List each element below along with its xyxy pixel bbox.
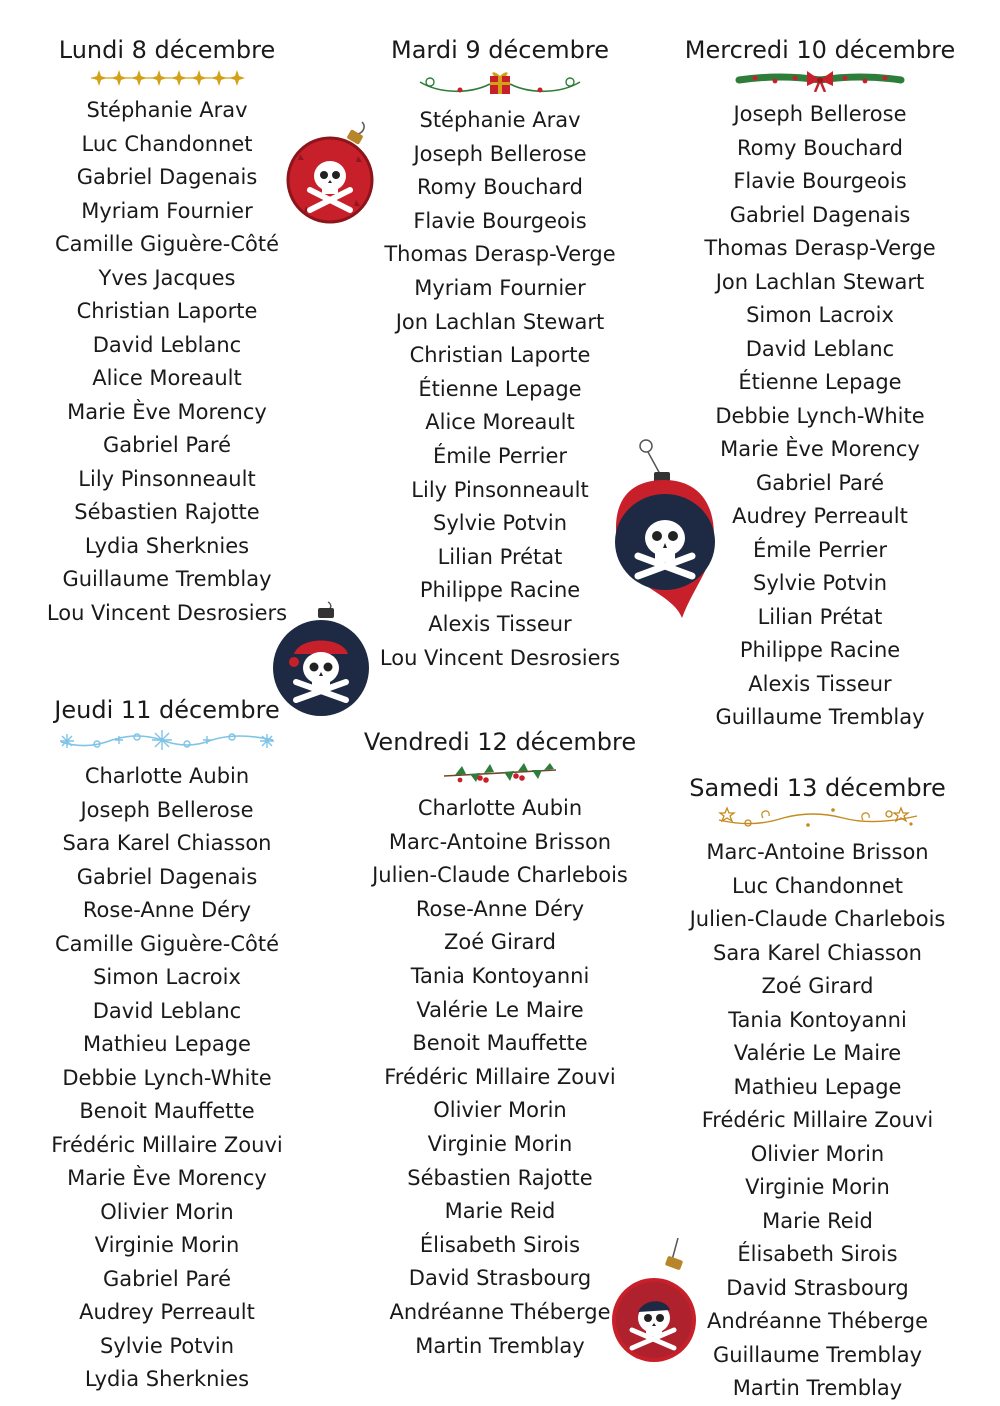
list-item: Stéphanie Arav	[86, 98, 248, 122]
list-item: Émile Perrier	[752, 537, 888, 562]
name-list	[680, 98, 960, 735]
list-item: Valérie Le Maire	[733, 1041, 902, 1065]
name-list	[360, 104, 640, 675]
list-item: Lilian Prétat	[757, 604, 883, 629]
list-item: Alice Moreault	[92, 366, 242, 390]
list-item: Rose-Anne Déry	[415, 896, 585, 921]
day-mardi	[360, 36, 640, 675]
list-item: Virginie Morin	[94, 1233, 240, 1257]
list-item: Joseph Bellerose	[80, 797, 254, 822]
list-item: Tania Kontoyanni	[728, 1007, 907, 1032]
pirate-ornament-icon	[286, 120, 378, 228]
list-item: Gabriel Dagenais	[76, 864, 258, 889]
list-item: Lydia Sherknies	[84, 533, 250, 558]
list-item: Martin Tremblay	[415, 1333, 585, 1358]
list-item: Sara Karel Chiasson	[62, 831, 272, 855]
day-title: Samedi 13 décembre	[689, 774, 946, 802]
holly-branch-icon	[440, 760, 560, 786]
list-item: Sylvie Potvin	[432, 511, 568, 536]
list-item: Lilian Prétat	[437, 544, 563, 569]
list-item: Guillaume Tremblay	[715, 705, 925, 729]
list-item: Virginie Morin	[427, 1131, 573, 1156]
list-item: David Strasbourg	[726, 1275, 909, 1300]
list-item: Christian Laporte	[409, 343, 591, 368]
day-title: Vendredi 12 décembre	[363, 728, 637, 756]
day-title: Mardi 9 décembre	[391, 36, 609, 64]
list-item: Julien-Claude Charlebois	[689, 907, 946, 931]
list-item: Julien-Claude Charlebois	[372, 863, 628, 888]
list-item: Simon Lacroix	[93, 965, 241, 989]
list-item: Thomas Derasp-Verge	[384, 242, 616, 267]
list-item: Émile Perrier	[432, 443, 568, 468]
list-item: Luc Chandonnet	[732, 873, 903, 898]
list-item: Zoé Girard	[443, 930, 557, 955]
list-item: Marie Ève Morency	[67, 399, 267, 424]
list-item: Gabriel Paré	[102, 1266, 232, 1291]
day-title: Jeudi 11 décembre	[54, 696, 280, 724]
name-list	[32, 760, 302, 1397]
list-item: Sébastien Rajotte	[74, 500, 260, 524]
list-item: Frédéric Millaire Zouvi	[701, 1108, 934, 1132]
list-item: Olivier Morin	[750, 1141, 885, 1166]
day-vendredi	[355, 728, 645, 1363]
list-item: Charlotte Aubin	[84, 764, 250, 788]
pirate-ornament-icon	[610, 1238, 698, 1368]
day-title: Lundi 8 décembre	[58, 36, 276, 64]
list-item: Marie Ève Morency	[67, 1166, 267, 1190]
list-item: Sara Karel Chiasson	[713, 940, 922, 965]
list-item: Andréanne Théberge	[706, 1309, 928, 1333]
list-item: Philippe Racine	[419, 578, 581, 603]
list-item: Valérie Le Maire	[416, 997, 584, 1022]
list-item: Jon Lachlan Stewart	[395, 309, 605, 334]
list-item: Lou Vincent Desrosiers	[379, 645, 621, 670]
list-item: Frédéric Millaire Zouvi	[51, 1132, 283, 1157]
star-swirl-garland-icon	[713, 806, 923, 830]
gift-garland-icon	[410, 68, 590, 98]
list-item: Tania Kontoyanni	[410, 963, 590, 988]
list-item: Olivier Morin	[100, 1199, 234, 1224]
list-item: Élisabeth Sirois	[419, 1232, 581, 1257]
name-list	[675, 836, 960, 1406]
list-item: Debbie Lynch-White	[62, 1065, 272, 1090]
list-item: Zoé Girard	[761, 974, 874, 998]
list-item: Mathieu Lepage	[83, 1032, 251, 1056]
list-item: Élisabeth Sirois	[737, 1242, 898, 1266]
list-item: Camille Giguère-Côté	[54, 931, 280, 956]
list-item: Jon Lachlan Stewart	[715, 269, 925, 294]
snowflake-garland-icon	[57, 728, 277, 754]
list-item: Marc-Antoine Brisson	[706, 840, 929, 864]
name-list	[355, 792, 645, 1363]
list-item: Philippe Racine	[739, 638, 901, 662]
list-item: Benoit Mauffette	[412, 1031, 588, 1056]
list-item: Audrey Perreault	[79, 1300, 255, 1324]
list-item: Lydia Sherknies	[84, 1367, 250, 1391]
list-item: Marie Reid	[444, 1199, 556, 1224]
list-item: Marie Ève Morency	[720, 437, 920, 461]
list-item: Martin Tremblay	[732, 1376, 903, 1400]
list-item: Yves Jacques	[98, 265, 236, 290]
list-item: Frédéric Millaire Zouvi	[384, 1064, 616, 1089]
list-item: David Leblanc	[745, 336, 895, 361]
day-title: Mercredi 10 décembre	[684, 36, 956, 64]
list-item: Charlotte Aubin	[417, 796, 583, 820]
day-mercredi	[680, 36, 960, 735]
list-item: Guillaume Tremblay	[712, 1342, 923, 1367]
list-item: Simon Lacroix	[746, 303, 894, 327]
day-jeudi	[32, 696, 302, 1397]
list-item: Benoit Mauffette	[79, 1099, 255, 1123]
list-item: Alexis Tisseur	[748, 671, 892, 696]
list-item: Gabriel Paré	[102, 433, 232, 457]
star-garland-icon	[87, 68, 247, 88]
list-item: Thomas Derasp-Verge	[704, 236, 936, 260]
day-samedi	[675, 774, 960, 1406]
list-item: David Leblanc	[92, 332, 242, 357]
list-item: Camille Giguère-Côté	[54, 232, 280, 256]
list-item: Flavie Bourgeois	[413, 208, 587, 233]
list-item: Alexis Tisseur	[428, 611, 572, 636]
list-item: Debbie Lynch-White	[715, 403, 925, 428]
list-item: Gabriel Paré	[755, 470, 885, 495]
list-item: Lily Pinsonneault	[78, 466, 256, 491]
list-item: Romy Bouchard	[417, 175, 583, 200]
list-item: Joseph Bellerose	[733, 102, 907, 126]
day-lundi	[32, 36, 302, 630]
pirate-ornament-icon	[266, 600, 372, 720]
list-item: Guillaume Tremblay	[62, 567, 272, 591]
list-item: Marie Reid	[762, 1208, 873, 1233]
list-item: Andréanne Théberge	[389, 1299, 611, 1324]
list-item: Sébastien Rajotte	[407, 1165, 593, 1190]
list-item: Gabriel Dagenais	[729, 202, 911, 227]
pirate-ornament-icon	[608, 436, 724, 620]
list-item: Rose-Anne Déry	[82, 898, 252, 922]
list-item: Luc Chandonnet	[81, 131, 253, 156]
list-item: Joseph Bellerose	[413, 141, 587, 166]
list-item: Audrey Perreault	[732, 504, 908, 528]
list-item: Sylvie Potvin	[99, 1333, 235, 1358]
name-list	[32, 94, 302, 630]
list-item: David Leblanc	[92, 998, 242, 1023]
list-item: Lou Vincent Desrosiers	[46, 600, 288, 625]
list-item: Marc-Antoine Brisson	[388, 829, 612, 854]
list-item: Sylvie Potvin	[752, 571, 888, 595]
list-item: Mathieu Lepage	[733, 1074, 902, 1099]
list-item: Olivier Morin	[433, 1098, 567, 1123]
list-item: Étienne Lepage	[418, 376, 582, 401]
list-item: Stéphanie Arav	[419, 108, 581, 132]
list-item: Christian Laporte	[76, 299, 258, 323]
list-item: Myriam Fournier	[414, 275, 586, 300]
list-item: Romy Bouchard	[737, 135, 903, 160]
list-item: Virginie Morin	[745, 1175, 890, 1199]
list-item: Étienne Lepage	[738, 370, 902, 394]
list-item: Flavie Bourgeois	[733, 169, 907, 193]
list-item: Myriam Fournier	[81, 198, 253, 223]
list-item: Gabriel Dagenais	[76, 165, 258, 189]
bow-garland-icon	[735, 68, 905, 92]
list-item: Lily Pinsonneault	[411, 477, 589, 502]
list-item: David Strasbourg	[408, 1266, 592, 1291]
list-item: Alice Moreault	[425, 410, 575, 435]
